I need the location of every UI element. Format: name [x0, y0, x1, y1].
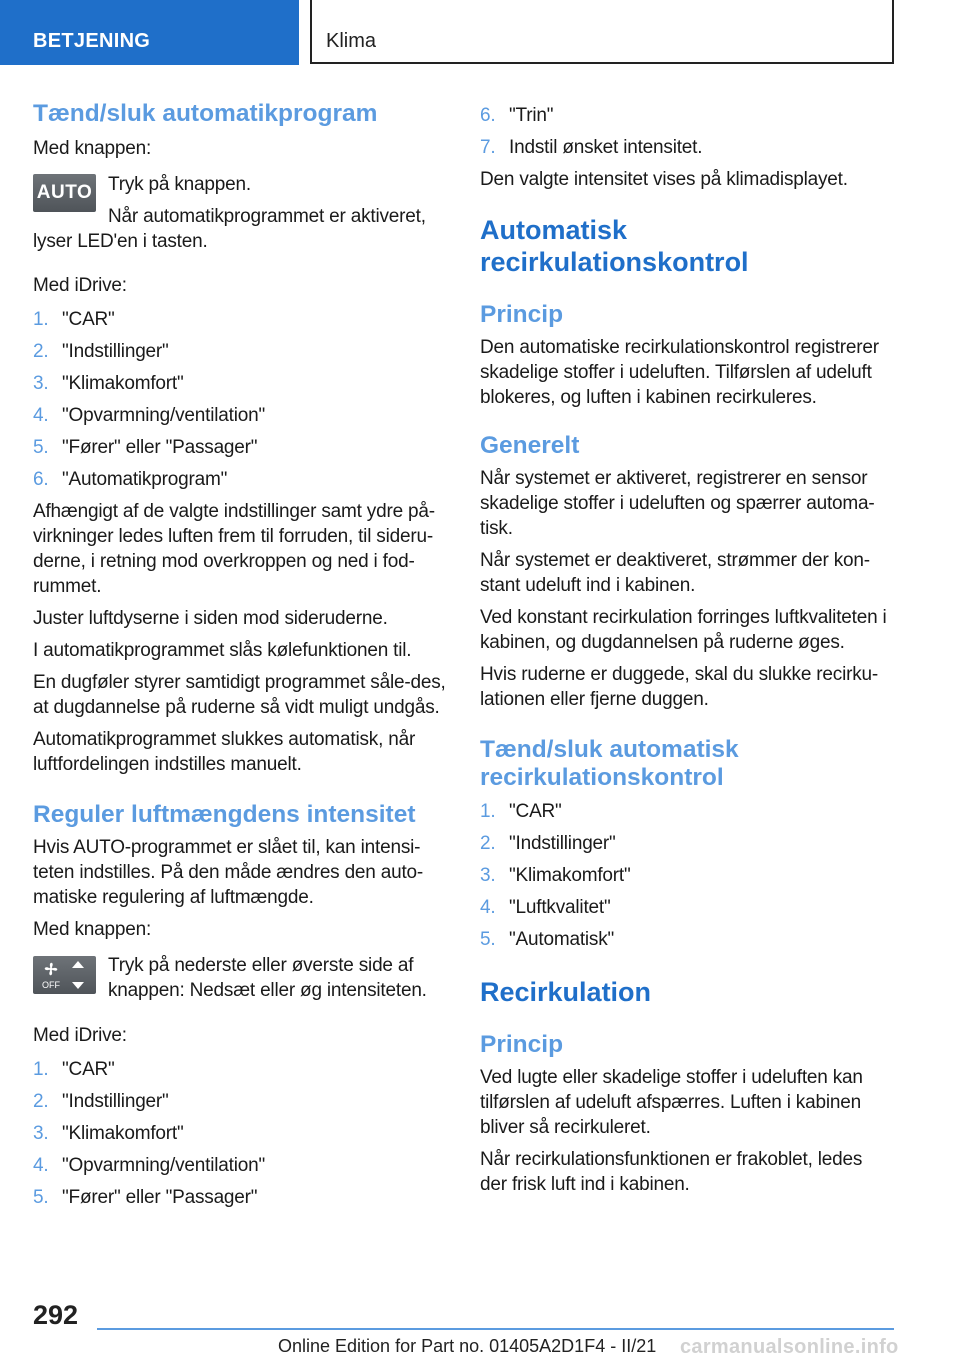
heading-auto-recirc: Automatisk recirkulationskontrol: [480, 215, 749, 277]
paragraph-auto-off: Automatikprogrammet slukkes automatisk, når luftfordelingen indstilles manuelt.: [33, 729, 416, 775]
auto-button-block: [33, 172, 447, 254]
heading-toggle-auto-recirc: Tænd/sluk automatisk recirkulationskontrol: [480, 736, 739, 791]
list-item: 6. "Trin": [480, 105, 554, 126]
heading-auto-program: Tænd/sluk automatikprogram: [33, 100, 378, 127]
list-item: 7. Indstil ønsket intensitet.: [480, 137, 703, 158]
auto-icon-label: AUTO: [36, 182, 93, 203]
fan-off-label: OFF: [42, 980, 60, 990]
list-item: 2. "Indstillinger": [33, 1091, 169, 1112]
list-item: 1. "CAR": [33, 309, 115, 330]
heading-recirculation: Recirkulation: [480, 977, 652, 1007]
page-number: 292: [33, 1300, 79, 1330]
with-idrive-label-2: Med iDrive:: [33, 1025, 127, 1046]
paragraph-intensity: Hvis AUTO-programmet er slået til, kan intensi-teten indstilles. På den måde ændres den auto-matiske regulering af luftmængde.: [33, 837, 424, 908]
footer-divider: [97, 1328, 894, 1330]
fan-button-icon: [33, 956, 96, 994]
heading-intensity: Reguler luftmængdens intensitet: [33, 801, 416, 828]
list-item: 5. "Fører" eller "Passager": [33, 1187, 258, 1208]
list-item: 4. "Luftkvalitet": [480, 897, 611, 918]
idrive-steps-1: [33, 304, 447, 496]
list-item: 1. "CAR": [480, 801, 562, 822]
fan-instruction: Tryk på nederste eller øverste side af knappen: Nedsæt eller øg intensiteten.: [108, 955, 427, 1001]
list-item: 5. "Fører" eller "Passager": [33, 437, 258, 458]
with-button-label: Med knappen:: [33, 138, 152, 159]
heading-principle-1: Princip: [480, 301, 564, 328]
paragraph-principle-2: Ved lugte eller skadelige stoffer i udeluften kan tilførslen af udeluft afspærres. Luften i kabinen bliver så recirkuleret.: [480, 1067, 863, 1138]
heading-general: Generelt: [480, 432, 580, 459]
list-item: 4. "Opvarmning/ventilation": [33, 405, 266, 426]
watermark: carmanualsonline.info: [680, 1336, 899, 1358]
auto-instruction-1: Tryk på knappen.: [108, 174, 251, 195]
list-item: 3. "Klimakomfort": [480, 865, 631, 886]
list-item: 2. "Indstillinger": [33, 341, 169, 362]
section-tab: [0, 0, 299, 65]
paragraph-principle-1: Den automatiske recirkulationskontrol registrerer skadelige stoffer i udeluften. Tilførslen af udeluft blokeres, og luften i kabinen recirkuleres.: [480, 337, 879, 408]
paragraph-general-3: Ved konstant recirkulation forringes luftkvaliteten i kabinen, og dugdannelsen på ruderne øges.: [480, 607, 887, 653]
paragraph-general-4: Hvis ruderne er duggede, skal du slukke recirku-lationen eller fjerne duggen.: [480, 664, 879, 710]
with-idrive-label: Med iDrive:: [33, 275, 127, 296]
list-item: 2. "Indstillinger": [480, 833, 616, 854]
paragraph-vents: Juster luftdyserne i siden mod sideruderne.: [33, 608, 388, 629]
section-title: BETJENING: [33, 30, 151, 52]
auto-instruction-2b: lyser LED'en i tasten.: [33, 231, 208, 252]
fan-button-block: [33, 953, 447, 1003]
auto-button-icon: [33, 174, 96, 212]
idrive-steps-2: [33, 1054, 447, 1214]
auto-instruction-2a: Når automatikprogrammet er aktiveret,: [108, 206, 426, 227]
fan-icon: [33, 956, 96, 994]
list-item: 1. "CAR": [33, 1059, 115, 1080]
left-column: [33, 100, 447, 1214]
paragraph-recirc-off: Når recirkulationsfunktionen er frakoblet, ledes der frisk luft ind i kabinen.: [480, 1149, 863, 1195]
edition-note: Online Edition for Part no. 01405A2D1F4 - II/21: [278, 1336, 657, 1356]
paragraph-airflow: Afhængigt af de valgte indstillinger samt ydre på-virkninger ledes luften frem til forruden, til sideru-derne, i retning mod overkroppen og ned i fod-rummet.: [33, 501, 435, 597]
list-item: 3. "Klimakomfort": [33, 1123, 184, 1144]
chapter-title: Klima: [326, 30, 377, 52]
display-note: Den valgte intensitet vises på klimadisplayet.: [480, 169, 848, 190]
idrive-steps-3: [480, 796, 894, 956]
with-button-label-2: Med knappen:: [33, 919, 152, 940]
right-column: [480, 100, 894, 1197]
paragraph-fog-sensor: En dugføler styrer samtidigt programmet såle-des, at dugdannelse på ruderne så vidt muligt undgås.: [33, 672, 446, 718]
paragraph-general-2: Når systemet er deaktiveret, strømmer der kon-stant udeluft ind i kabinen.: [480, 550, 870, 596]
heading-principle-2: Princip: [480, 1031, 564, 1058]
paragraph-general-1: Når systemet er aktiveret, registrerer en sensor skadelige stoffer i udeluften og spærrer automa-tisk.: [480, 468, 875, 539]
idrive-steps-continued: [480, 100, 894, 164]
list-item: 6. "Automatikprogram": [33, 469, 228, 490]
list-item: 3. "Klimakomfort": [33, 373, 184, 394]
list-item: 5. "Automatisk": [480, 929, 615, 950]
paragraph-cooling: I automatikprogrammet slås kølefunktionen til.: [33, 640, 412, 661]
list-item: 4. "Opvarmning/ventilation": [33, 1155, 266, 1176]
chapter-header: [310, 0, 894, 64]
